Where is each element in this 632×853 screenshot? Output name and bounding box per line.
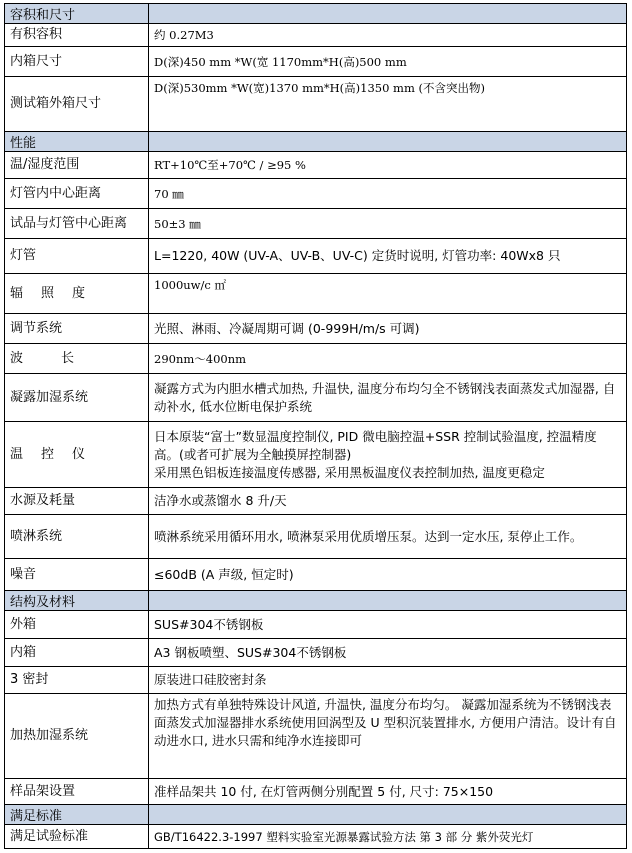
row-value: 50±3 ㎜ <box>149 209 627 239</box>
section-header-structure <box>5 591 627 611</box>
row-value: 加热方式有单独特殊设计风道, 升温快, 温度分布均匀。 凝露加湿系统为不锈钢浅表面蒸发式加湿器排水系统使用回涡型及 U 型积沉装置排水, 方便用户清洁。设计有自动进水口, 进水只需和纯净水连接即可 <box>149 694 627 779</box>
row-label: 试品与灯管中心距离 <box>5 209 149 239</box>
row-value: A3 钢板喷塑、SUS#304不锈钢板 <box>149 639 627 667</box>
table-row <box>5 374 627 422</box>
row-value: 凝露方式为内胆水槽式加热, 升温快, 温度分布均匀全不锈钢浅表面蒸发式加湿器, 自动补水, 低水位断电保护系统 <box>149 374 627 422</box>
section-header-performance <box>5 132 627 152</box>
table-row <box>5 422 627 488</box>
row-value: 喷淋系统采用循环用水, 喷淋泵采用优质增压泵。达到一定水压, 泵停止工作。 <box>149 515 627 559</box>
table-row <box>5 694 627 779</box>
table-row <box>5 639 627 667</box>
row-label: 温控仪 <box>5 422 149 488</box>
section-filler <box>149 4 627 24</box>
row-label: 温/湿度范围 <box>5 152 149 179</box>
row-value: GB/T16422.3-1997 塑料实验室光源暴露试验方法 第 3 部 分 紫外荧光灯 <box>149 825 627 849</box>
row-label: 外箱 <box>5 611 149 639</box>
section-filler <box>149 132 627 152</box>
row-value: 约 0.27M3 <box>149 24 627 47</box>
table-row <box>5 274 627 314</box>
row-label: 有积容积 <box>5 24 149 47</box>
table-row <box>5 179 627 209</box>
row-label: 波长 <box>5 344 149 374</box>
row-value: 290nm～400nm <box>149 344 627 374</box>
row-value-line: 日本原装“富士”数显温度控制仪, PID 微电脑控温+SSR 控制试验温度, 控温精度高。(或者可扩展为全触摸屏控制器) <box>154 428 597 462</box>
row-value: 准样品架共 10 付, 在灯管两侧分別配置 5 付, 尺寸: 75×150 <box>149 779 627 805</box>
table-row <box>5 488 627 515</box>
row-value: 光照、淋雨、冷凝周期可调 (0-999H/m/s 可调) <box>149 314 627 344</box>
row-label: 辐照度 <box>5 274 149 314</box>
table-row <box>5 779 627 805</box>
row-label: 噪音 <box>5 559 149 591</box>
row-value: D(深)450 mm *W(宽 1170mm*H(高)500 mm <box>149 47 627 77</box>
row-label: 样品架设置 <box>5 779 149 805</box>
table-row <box>5 825 627 849</box>
row-label: 3 密封 <box>5 667 149 694</box>
section-header-capacity <box>5 4 627 24</box>
row-label: 加热加湿系统 <box>5 694 149 779</box>
row-value: 洁净水或蒸馏水 8 升/天 <box>149 488 627 515</box>
row-label: 灯管内中心距离 <box>5 179 149 209</box>
table-row <box>5 611 627 639</box>
row-label: 水源及耗量 <box>5 488 149 515</box>
row-label: 内箱 <box>5 639 149 667</box>
row-value <box>149 422 627 488</box>
table-row <box>5 559 627 591</box>
row-value: 1000uw/c ㎡ <box>149 274 627 314</box>
spec-table <box>4 3 627 849</box>
row-value-line: 采用黑色铝板连接温度传感器, 采用黑板温度仪表控制加热, 温度更稳定 <box>154 464 545 480</box>
row-label: 测试箱外箱尺寸 <box>5 77 149 132</box>
table-row <box>5 515 627 559</box>
section-title: 容积和尺寸 <box>5 4 149 24</box>
row-value: 原装进口硅胶密封条 <box>149 667 627 694</box>
section-title: 性能 <box>5 132 149 152</box>
table-row <box>5 344 627 374</box>
section-filler <box>149 591 627 611</box>
row-label: 内箱尺寸 <box>5 47 149 77</box>
table-row <box>5 239 627 274</box>
table-row <box>5 667 627 694</box>
row-value: D(深)530mm *W(宽)1370 mm*H(高)1350 mm (不含突出物) <box>149 77 627 132</box>
table-row <box>5 314 627 344</box>
table-row <box>5 152 627 179</box>
row-value: L=1220, 40W (UV-A、UV-B、UV-C) 定货时说明, 灯管功率: 40Wx8 只 <box>149 239 627 274</box>
row-value: 70 ㎜ <box>149 179 627 209</box>
section-title: 满足标准 <box>5 805 149 825</box>
table-row <box>5 47 627 77</box>
row-value: ≤60dB (A 声级, 恒定时) <box>149 559 627 591</box>
section-title: 结构及材料 <box>5 591 149 611</box>
row-label: 喷淋系统 <box>5 515 149 559</box>
table-row <box>5 24 627 47</box>
table-row <box>5 77 627 132</box>
row-label: 调节系统 <box>5 314 149 344</box>
row-value: RT+10℃至+70℃ / ≥95 % <box>149 152 627 179</box>
row-label: 凝露加湿系统 <box>5 374 149 422</box>
row-value: SUS#304不锈钢板 <box>149 611 627 639</box>
row-label: 满足试验标准 <box>5 825 149 849</box>
section-header-standard <box>5 805 627 825</box>
table-row <box>5 209 627 239</box>
section-filler <box>149 805 627 825</box>
row-label: 灯管 <box>5 239 149 274</box>
